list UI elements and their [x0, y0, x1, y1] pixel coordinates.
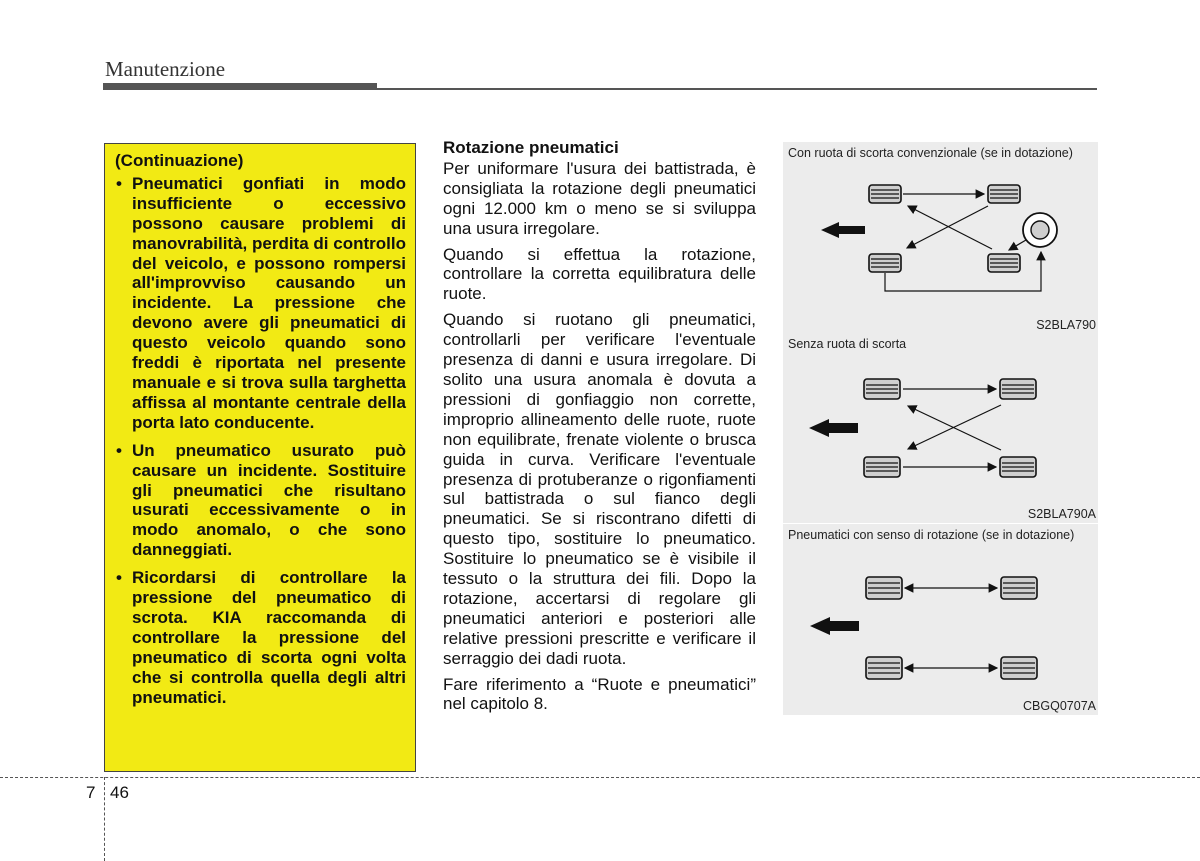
tire-icon: [869, 185, 901, 203]
warning-item: • Pneumatici gonfiati in modo insufficiente o eccessivo possono causare problemi di manovrabilità, perdita di controllo del veicolo, e possono rompersi all'improvviso causando un incidente. La pressione che devono avere gli pneumatici di questo veicolo quando sono freddi è riportata nel presente manuale e si trova sulla targhetta affissa al montante centrale della porta lato conducente.: [115, 174, 406, 433]
diagram-code: S2BLA790A: [1027, 507, 1096, 521]
page-header-title: Manutenzione: [105, 57, 226, 81]
tire-icon: [864, 457, 900, 477]
tire-icon: [864, 379, 900, 399]
warning-heading: (Continuazione): [115, 151, 244, 170]
diagram-title: Con ruota di scorta convenzionale (se in dotazione): [788, 146, 1073, 160]
section-paragraph: Quando si effettua la rotazione, controllare la corretta equilibratura delle ruote.: [443, 244, 756, 304]
header-rule: [103, 83, 377, 90]
tire-rotation-section: [443, 138, 756, 720]
front-direction-arrow-icon: [821, 222, 865, 238]
tire-icon: [866, 577, 902, 599]
header-rule-thin: [377, 88, 1097, 90]
footer-divider-vertical: [104, 777, 105, 861]
warning-item: • Ricordarsi di controllare la pressione del pneumatico di scrota. KIA raccomanda di controllare la pressione del pneumatico di scorta ogni volta che si controlla quella degli altri pneumatici.: [115, 568, 406, 707]
tire-icon: [1001, 657, 1037, 679]
diagram-no-spare: [783, 333, 1098, 523]
tire-icon: [988, 185, 1020, 203]
section-paragraph: Fare riferimento a “Ruote e pneumatici” nel capitolo 8.: [443, 674, 756, 714]
tire-icon: [1000, 379, 1036, 399]
rotation-diagram-graphic: [783, 142, 1098, 334]
diagram-directional-tires: [783, 524, 1098, 715]
warning-box: [104, 143, 416, 772]
section-paragraph: Quando si ruotano gli pneumatici, controllarli per verificare l'eventuale presenza di danni e usura irregolare. Di solito una usura anomala è dovuta a pressioni di gonfiaggio non corrette, improprio allineamento delle ruote, ruote non equilibrate, frenate violente o brusca guida in curva. Verificare l'eventuale presenza di protuberanze o rigonfiamenti sul battistrada o sul fianco degli pneumatici. Se si riscontrano difetti di questo tipo, sostituire lo pneumatico. Sostituire lo pneumatico se è visibile il tessuto o la struttura dei fili. Dopo la rotazione, accertarsi di regolare gli pneumatici anteriori e posteriori alle relative pressioni prescritte e verificare il serraggio dei dadi ruota.: [443, 310, 756, 668]
tire-icon: [1000, 457, 1036, 477]
diagram-code: CBGQ0707A: [1023, 699, 1096, 713]
diagram-conventional-spare: [783, 142, 1098, 334]
rotation-diagram-graphic: [783, 524, 1098, 715]
front-direction-arrow-icon: [810, 617, 859, 635]
diagram-title: Pneumatici con senso di rotazione (se in dotazione): [788, 528, 1075, 542]
warning-list: [115, 174, 406, 708]
section-title: Rotazione pneumatici: [443, 138, 619, 157]
page-number: 46: [110, 783, 129, 802]
tire-icon: [866, 657, 902, 679]
rotation-diagram-graphic: [783, 333, 1098, 523]
chapter-number: 7: [86, 783, 96, 802]
tire-icon: [1001, 577, 1037, 599]
tire-icon: [988, 254, 1020, 272]
tire-icon: [869, 254, 901, 272]
warning-item: • Un pneumatico usurato può causare un incidente. Sostituire gli pneumatici che risultano usurati eccessivamente o in modo anomalo, o che sono danneggiati.: [115, 441, 406, 560]
section-paragraph: Per uniformare l'usura dei battistrada, è consigliata la rotazione degli pneumatici ogni 12.000 km o meno se si sviluppa una usura irregolare.: [443, 158, 756, 238]
footer-divider: [0, 777, 1200, 778]
front-direction-arrow-icon: [809, 419, 858, 437]
diagram-title: Senza ruota di scorta: [788, 337, 907, 351]
diagram-code: S2BLA790: [1036, 318, 1096, 332]
